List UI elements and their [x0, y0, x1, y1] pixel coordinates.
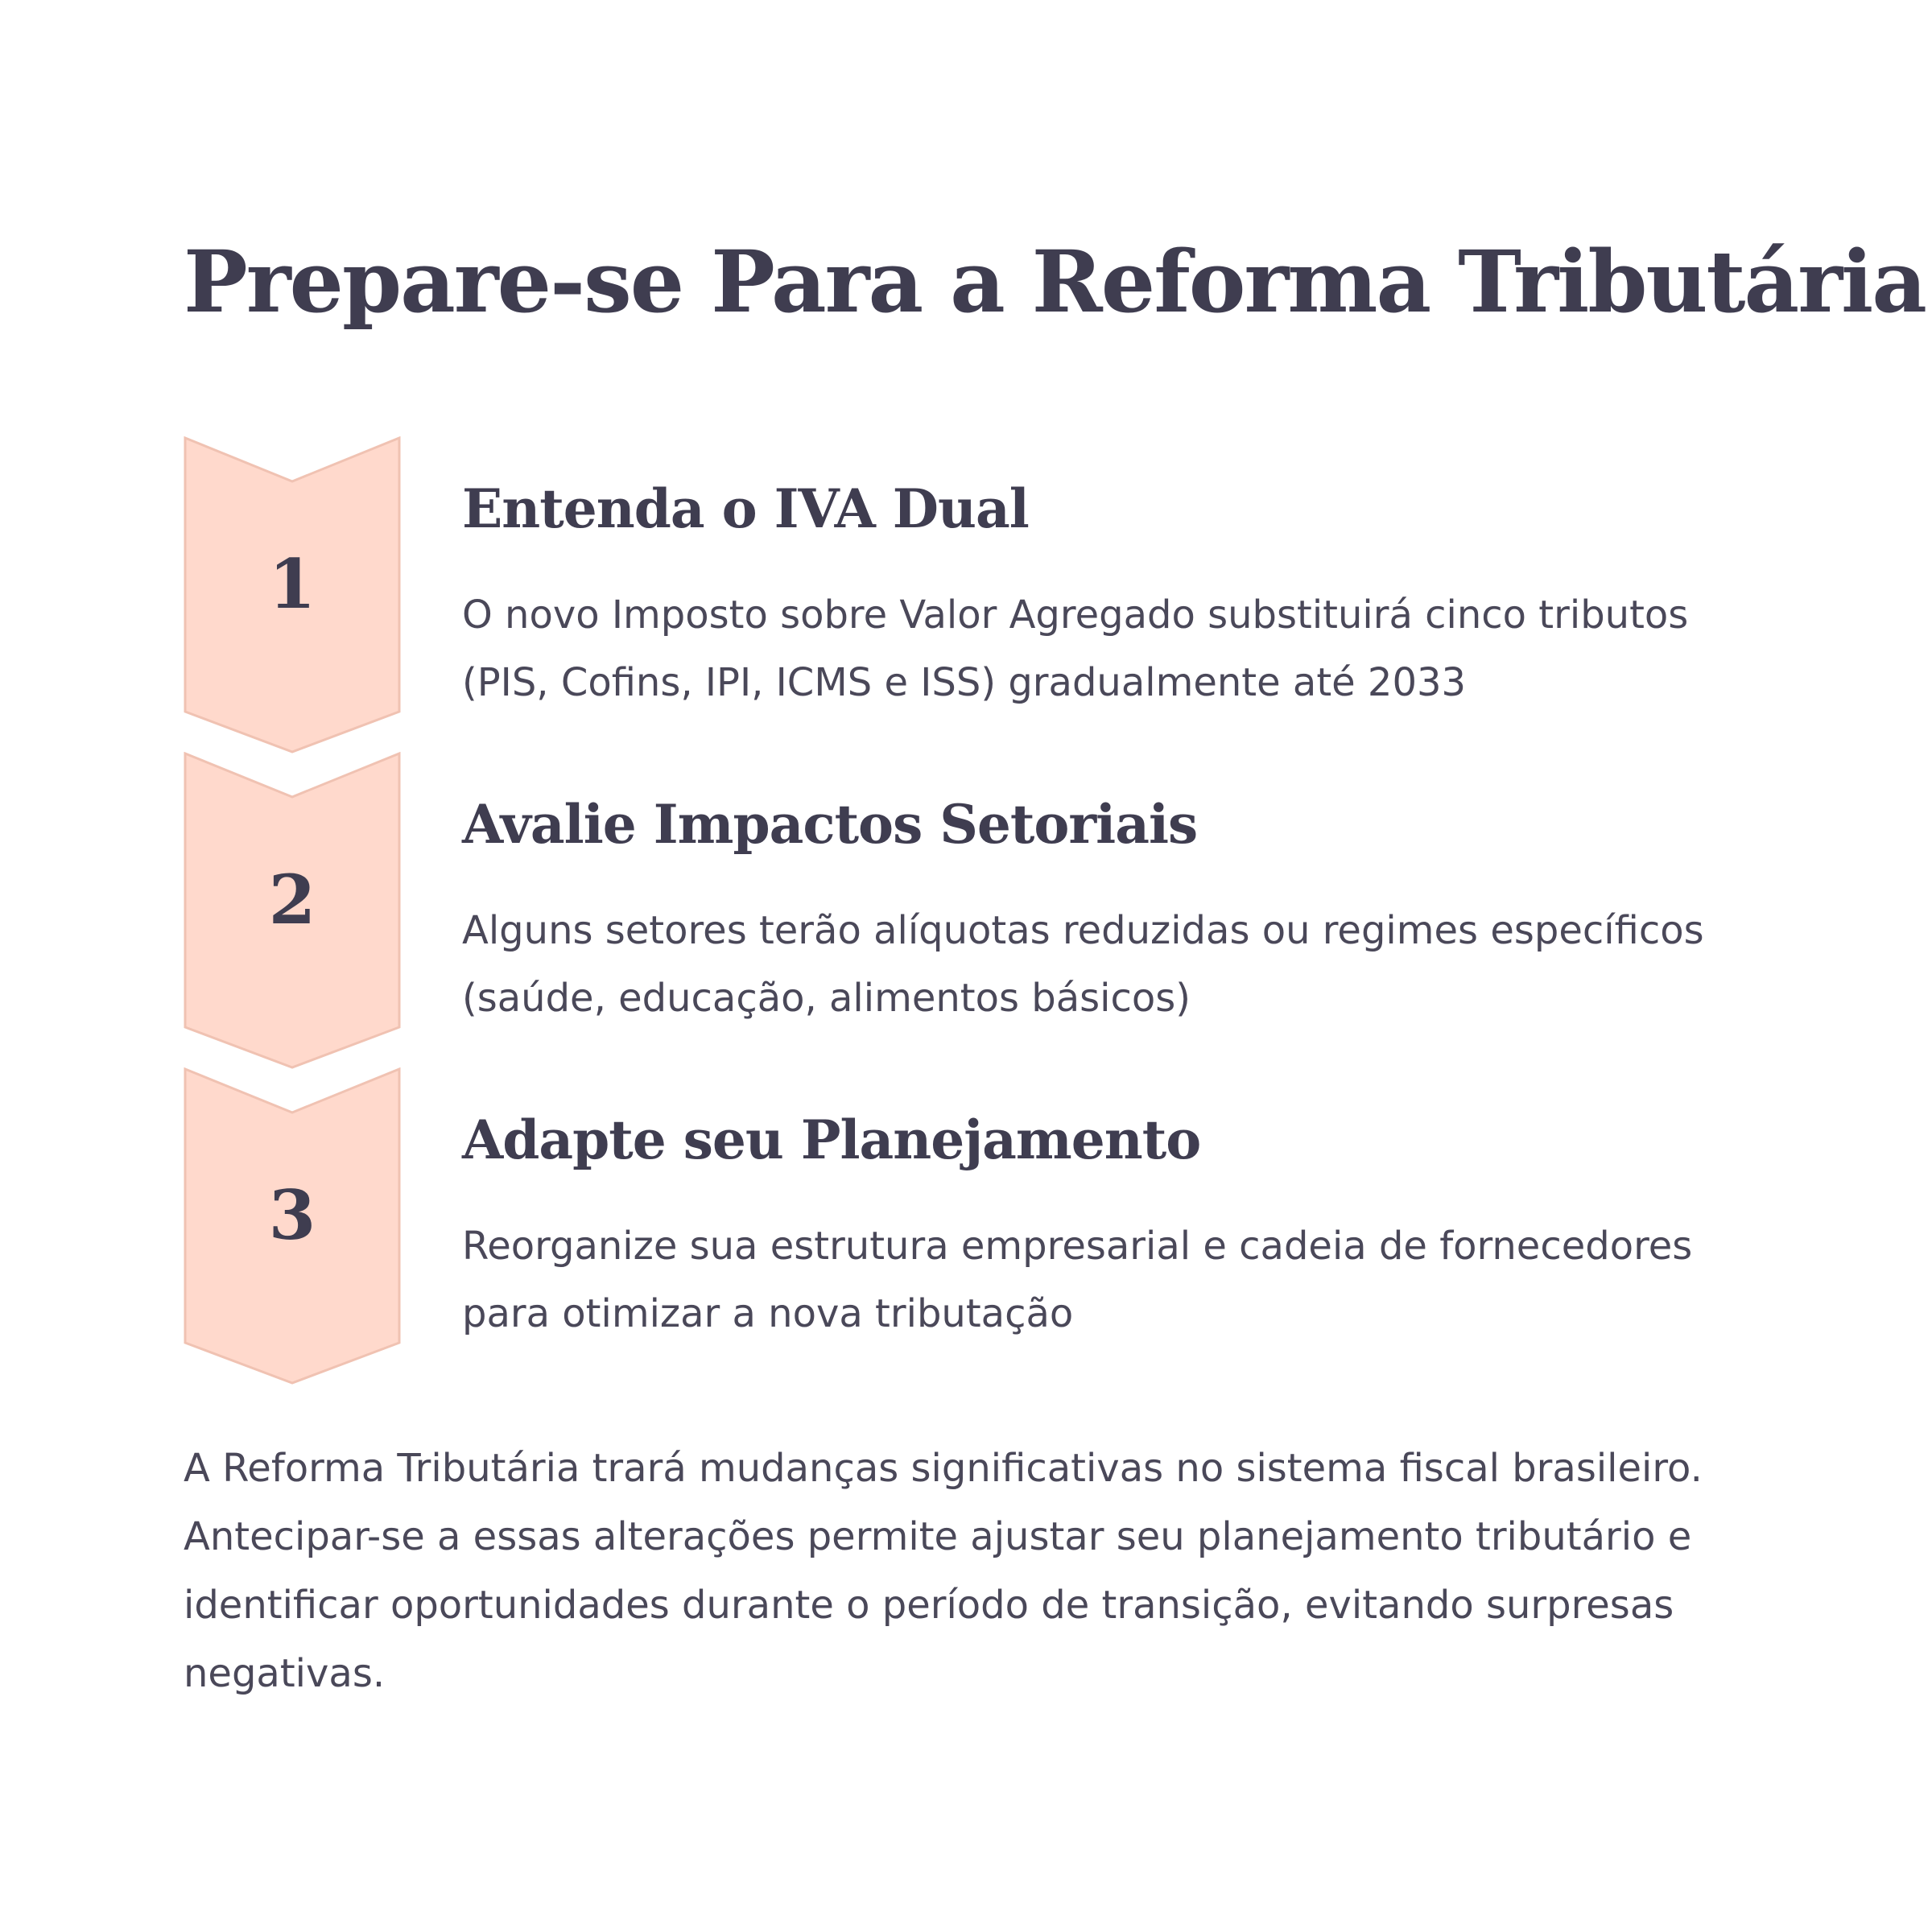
- step-2: [184, 752, 1753, 1069]
- step-description: Reorganize sua estrutura empresarial e cadeia de fornecedores para otimizar a nova tributação: [462, 1224, 1693, 1336]
- step-1: [184, 436, 1753, 753]
- page-title: Prepare-se Para a Reforma Tributária: [184, 231, 1926, 332]
- step-number: 2: [268, 860, 316, 939]
- step-heading: Adapte seu Planejamento: [462, 1108, 1201, 1171]
- step-number: 3: [268, 1175, 316, 1255]
- step-heading: Entenda o IVA Dual: [462, 477, 1029, 540]
- summary-paragraph: A Reforma Tributária trará mudanças significativas no sistema fiscal brasileiro. Antecipar-se a essas alterações permite ajustar seu planejamento tributário e identificar oportunidades durante o período de transição, evitando surpresas negativas.: [184, 1446, 1703, 1696]
- step-heading: Avalie Impactos Setoriais: [462, 793, 1198, 856]
- step-3: [184, 1067, 1753, 1385]
- step-description: Alguns setores terão alíquotas reduzidas ou regimes específicos (saúde, educação, alimentos básicos): [462, 908, 1704, 1021]
- step-description: O novo Imposto sobre Valor Agregado substituirá cinco tributos (PIS, Cofins, IPI, ICMS e ISS) gradualmente até 2033: [462, 592, 1689, 705]
- step-number: 1: [268, 544, 316, 624]
